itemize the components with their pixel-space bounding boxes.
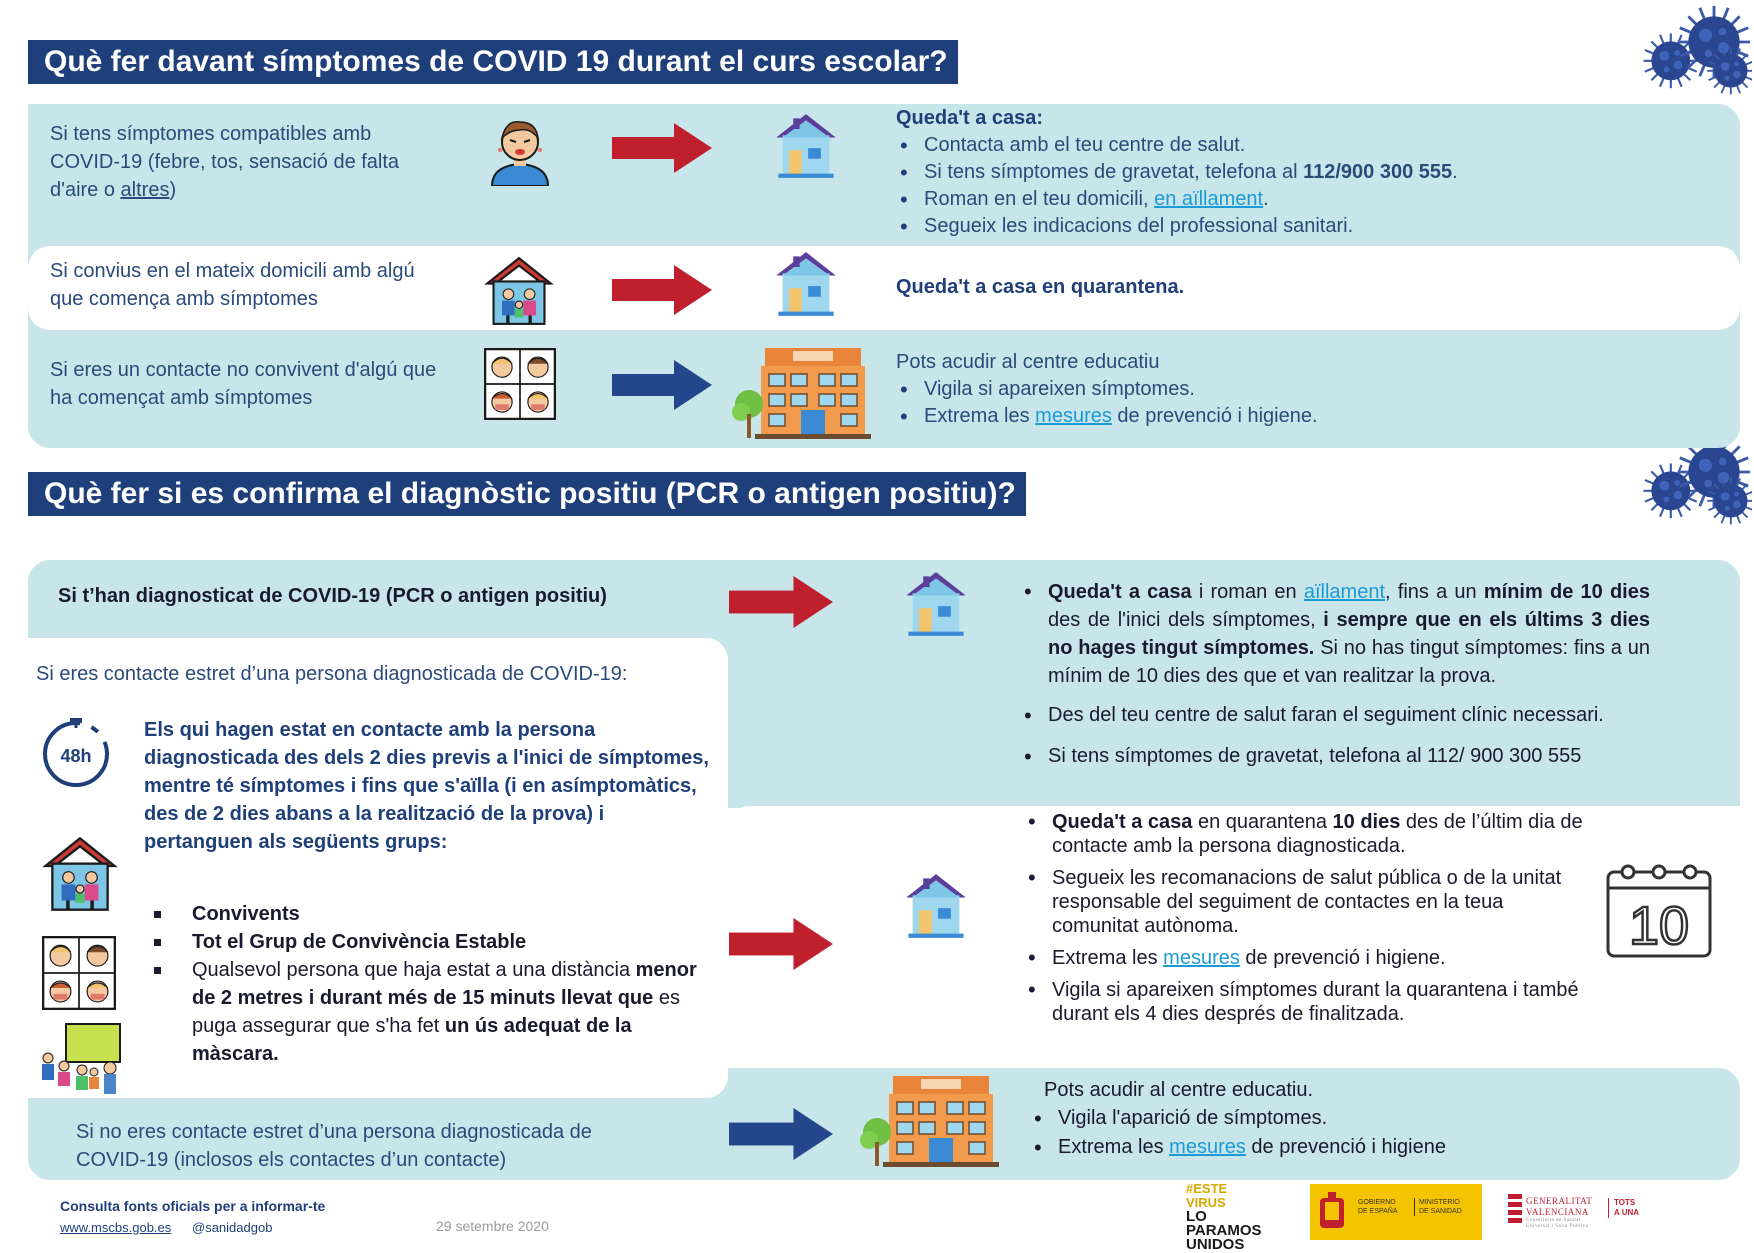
house-icon [770,112,842,180]
diagnosed-actions [1020,578,1650,770]
family-house-icon [42,836,118,912]
gva-text-c: Conselleria de Sanitat [1526,1218,1581,1223]
campaign-logo: #ESTE VIRUS LO PARAMOS UNIDOS [1186,1181,1262,1253]
gva-mark-icon [1508,1194,1522,1230]
mesures-link[interactable]: mesures [1163,947,1240,969]
house-icon [900,570,972,638]
list-item: • Roman en el teu domicili, en aïllament. [896,186,1716,213]
red-arrow-icon [612,265,712,315]
list-item: • Segueix les indicacions del professional sanitari. [896,213,1716,240]
sick-person-icon [488,116,552,186]
list-item: Tot el Grup de Convivència Estable [148,928,708,956]
gva-text-d: Universal i Salut Pública [1526,1224,1589,1229]
house-icon [770,250,842,318]
list-item: • Queda't a casa en quarantena 10 dies des de l’últim dia de contacte amb la persona diagnosticada. [1024,810,1584,858]
ministerio-text-a: MINISTERIO [1419,1199,1460,1206]
altres-link[interactable]: altres [120,179,170,201]
contact-groups-list [148,900,708,1068]
blue-arrow-icon [728,1108,834,1160]
not-close-condition: Si no eres contacte estret d’una persona diagnosticada de COVID-19 (inclosos els contactes d’un contacte) [76,1121,592,1171]
row2-action: Queda't a casa en quarantena. [896,276,1185,298]
contact-groups [148,900,708,1068]
gva-side-a: TOTS [1614,1198,1636,1207]
list-item: Qualsevol persona que haja estat a una distància menor de 2 metres i durant més de 15 minuts llevat que es puga assegurar que s'ha fet un ús adequat de la màscara. [148,956,708,1068]
list-item: • Extrema les mesures de prevenció i higiene [1030,1133,1664,1162]
row3-actions [896,348,1696,430]
people-faces-icon [484,348,556,420]
section2-title: Què fer si es confirma el diagnòstic positiu (PCR o antigen positiu)? [28,472,1026,516]
list-item: Convivents [148,900,708,928]
not-close-actions [1044,1076,1664,1162]
footer-twitter[interactable]: @sanidadgob [192,1220,273,1235]
house-icon [900,872,972,940]
diagnosed-list [1020,578,1650,770]
row2-condition: Si convius en el mateix domicili amb algú que comença amb símptomes [50,260,415,310]
calendar-number: 10 [1628,896,1690,956]
row3-list [896,376,1696,430]
list-item: • Extrema les mesures de prevenció i higiene. [896,403,1696,430]
teacher-group-icon [36,1020,128,1096]
footer-website[interactable]: www.mscbs.gob.es [60,1220,172,1235]
row3-heading: Pots acudir al centre educatiu [896,351,1160,373]
close-contact-list [1024,810,1584,1026]
list-item: • Si tens símptomes de gravetat, telefona al 112/900 300 555. [896,159,1716,186]
list-item: • Des del teu centre de salut faran el seguiment clínic necessari. [1020,702,1650,729]
clock-label: 48h [60,746,92,766]
generalitat-logo [1508,1192,1648,1236]
list-item: • Extrema les mesures de prevenció i higiene. [1024,946,1584,970]
ministerio-text-b: DE SANIDAD [1419,1208,1462,1215]
family-house-icon [484,256,554,326]
red-arrow-icon [728,576,834,628]
school-icon [730,342,880,442]
calendar-10-icon [1604,858,1716,960]
gva-text-b: VALENCIANA [1526,1207,1589,1217]
row1-heading: Queda't a casa: [896,107,1044,129]
red-arrow-icon [728,918,834,970]
gva-side-b: A UNA [1614,1208,1640,1217]
gobierno-logo [1310,1184,1482,1240]
not-close-heading: Pots acudir al centre educatiu. [1044,1079,1314,1101]
list-item: • Segueix les recomanacions de salut pública o de la unitat responsable del seguiment de contactes en la teua comunitat autònoma. [1024,866,1584,938]
mesures-link[interactable]: mesures [1035,405,1112,427]
gobierno-text-b: DE ESPAÑA [1358,1208,1398,1215]
list-item: • Si tens símptomes de gravetat, telefona al 112/ 900 300 555 [1020,743,1650,770]
row3-condition: Si eres un contacte no convivent d'algú que ha començat amb símptomes [50,359,437,409]
list-item: • Vigila l'aparició de símptomes. [1030,1104,1664,1133]
close-contact-description: Els qui hagen estat en contacte amb la persona diagnosticada des dels 2 dies previs a l'inici de símptomes, mentre té símptomes i fins que s'aïlla (i en asímptomàtics, des de 2 dies abans a la realització de la prova) i pertanguen als següents grups: [144,719,709,853]
diagnosed-condition: Si t’han diagnosticat de COVID-19 (PCR o antigen positiu) [58,585,607,607]
list-item: • Contacta amb el teu centre de salut. [896,132,1716,159]
red-arrow-icon [612,123,712,173]
coat-of-arms-icon [1316,1192,1348,1232]
footer-date: 29 setembre 2020 [436,1218,549,1234]
list-item: • Queda't a casa i roman en aïllament, fins a un mínim de 10 dies des de l'inici dels símptomes, i sempre que en els últims 3 dies no hages tingut símptomes. Si no has tingut símptomes: fins a un mínim de 10 dies des que et van realitzar la prova. [1020,578,1650,690]
close-contact-actions [1024,810,1584,1026]
list-item: • Vigila si apareixen símptomes. [896,376,1696,403]
footer-consult: Consulta fonts oficials per a informar-te [60,1198,326,1214]
mesures-link[interactable]: mesures [1169,1136,1246,1158]
row1-list [896,132,1716,240]
people-faces-icon [42,936,116,1010]
row1-actions [896,104,1716,240]
blue-arrow-icon [612,360,712,410]
gva-text-a: GENERALITAT [1526,1196,1593,1206]
aillament-link[interactable]: aïllament [1303,581,1386,603]
list-item: • Vigila si apareixen símptomes durant la quarantena i també durant els 4 dies després de finalitzada. [1024,978,1584,1026]
gobierno-text-a: GOBIERNO [1358,1199,1396,1206]
clock-48h-icon [40,716,112,788]
not-close-list [1030,1104,1664,1162]
virus-icon [1640,2,1752,102]
row1-condition: Si tens símptomes compatibles amb COVID-19 (febre, tos, sensació de falta d'aire o altres) [50,123,400,201]
school-icon [858,1070,1008,1170]
section1-title: Què fer davant símptomes de COVID 19 durant el curs escolar? [28,40,958,84]
aillament-link[interactable]: en aïllament [1154,188,1264,210]
close-contact-heading: Si eres contacte estret d’una persona diagnosticada de COVID-19: [36,663,628,685]
